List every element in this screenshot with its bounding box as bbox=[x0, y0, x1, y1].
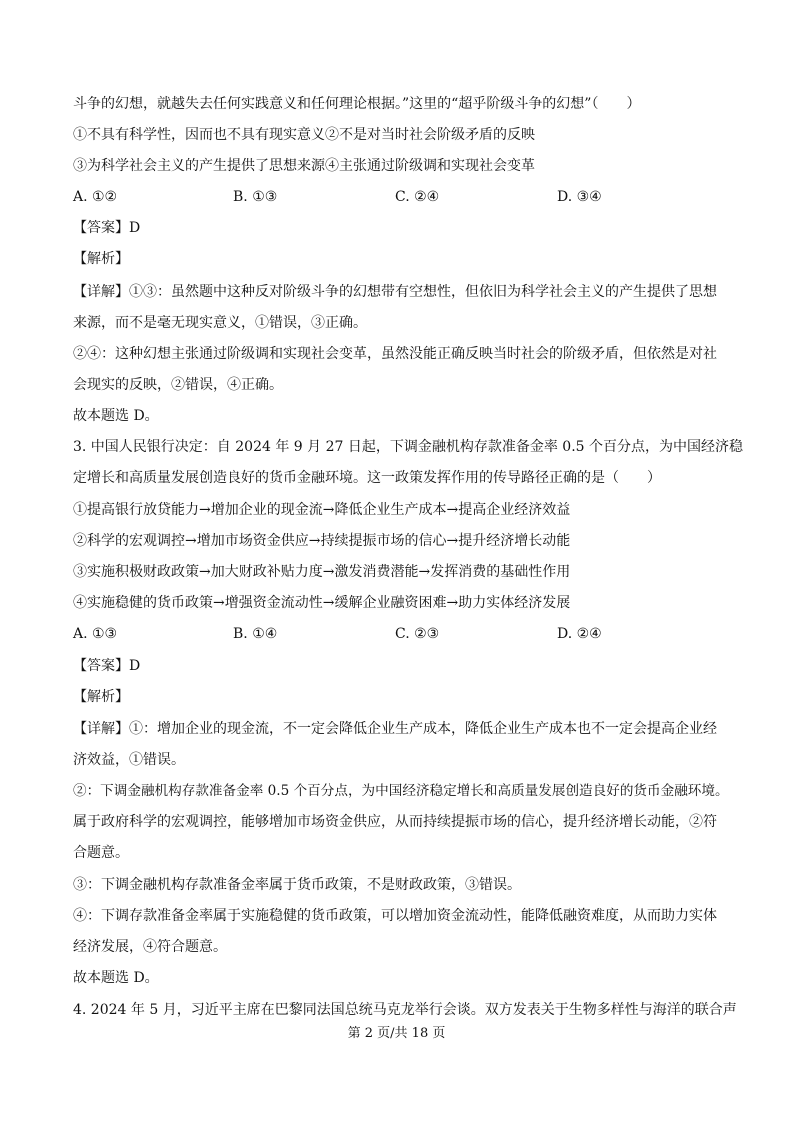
choice-c: C. ②④ bbox=[395, 189, 440, 205]
analysis-label: 【解析】 bbox=[73, 689, 129, 705]
text-line: 【详解】①：增加企业的现金流，不一定会降低企业生产成本，降低企业生产成本也不一定会提高企业经 bbox=[73, 721, 717, 737]
text-line: 故本题选 D。 bbox=[73, 408, 159, 424]
page-footer: 第 2 页/共 18 页 bbox=[347, 1026, 446, 1041]
choice-d: D. ③④ bbox=[557, 189, 602, 205]
text-line: ②④：这种幻想主张通过阶级调和实现社会变革，虽然没能正确反映当时社会的阶级矛盾，但依然是对社 bbox=[73, 346, 717, 362]
text-line: ③实施积极财政政策→加大财政补贴力度→激发消费潜能→发挥消费的基础性作用 bbox=[73, 564, 571, 580]
text-line: ②科学的宏观调控→增加市场资金供应→持续提振市场的信心→提升经济增长动能 bbox=[73, 533, 571, 549]
text-line: 会现实的反映，②错误，④正确。 bbox=[73, 377, 283, 393]
text-line: ①提高银行放贷能力→增加企业的现金流→降低企业生产成本→提高企业经济效益 bbox=[73, 502, 571, 518]
text-line: ③：下调金融机构存款准备金率属于货币政策，不是财政政策，③错误。 bbox=[73, 877, 521, 893]
choice-b: B. ①④ bbox=[233, 626, 278, 642]
choice-d: D. ②④ bbox=[557, 626, 602, 642]
text-line: ④：下调存款准备金率属于实施稳健的货币政策，可以增加资金流动性，能降低融资难度，从而助力实体 bbox=[73, 908, 717, 924]
answer-label: 【答案】D bbox=[73, 220, 141, 236]
text-line: 【详解】①③：虽然题中这种反对阶级斗争的幻想带有空想性，但依旧为科学社会主义的产生提供了思想 bbox=[73, 284, 717, 300]
text-line: 来源，而不是毫无现实意义，①错误，③正确。 bbox=[73, 315, 367, 331]
text-line: 经济发展，④符合题意。 bbox=[73, 939, 227, 955]
text-line: ②：下调金融机构存款准备金率 0.5 个百分点，为中国经济稳定增长和高质量发展创造良好的货币金融环境。 bbox=[73, 783, 729, 799]
text-line: 定增长和高质量发展创造良好的货币金融环境。这一政策发挥作用的传导路径正确的是（ ） bbox=[73, 470, 661, 486]
question-3: 3. 中国人民银行决定：自 2024 年 9 月 27 日起，下调金融机构存款准备金率 0.5 个百分点，为中国经济稳 bbox=[73, 439, 744, 455]
text-line: 属于政府科学的宏观调控，能够增加市场资金供应，从而持续提振市场的信心，提升经济增长动能，②符 bbox=[73, 814, 717, 830]
choice-c: C. ②③ bbox=[395, 626, 440, 642]
text-line: 斗争的幻想，就越失去任何实践意义和任何理论根据。”这里的“超乎阶级斗争的幻想”（ ） bbox=[73, 96, 641, 112]
choice-b: B. ①③ bbox=[233, 189, 278, 205]
text-line: 合题意。 bbox=[73, 845, 129, 861]
text-line: ③为科学社会主义的产生提供了思想来源④主张通过阶级调和实现社会变革 bbox=[73, 158, 535, 174]
analysis-label: 【解析】 bbox=[73, 251, 129, 267]
choice-a: A. ①③ bbox=[73, 626, 118, 642]
text-line: 济效益，①错误。 bbox=[73, 752, 185, 768]
answer-label: 【答案】D bbox=[73, 658, 141, 674]
question-4: 4. 2024 年 5 月，习近平主席在巴黎同法国总统马克龙举行会谈。双方发表关于生物多样性与海洋的联合声 bbox=[73, 1002, 737, 1018]
text-line: 故本题选 D。 bbox=[73, 970, 159, 986]
text-line: ①不具有科学性，因而也不具有现实意义②不是对当时社会阶级矛盾的反映 bbox=[73, 127, 535, 143]
text-line: ④实施稳健的货币政策→增强资金流动性→缓解企业融资困难→助力实体经济发展 bbox=[73, 595, 571, 611]
choice-a: A. ①② bbox=[73, 189, 118, 205]
